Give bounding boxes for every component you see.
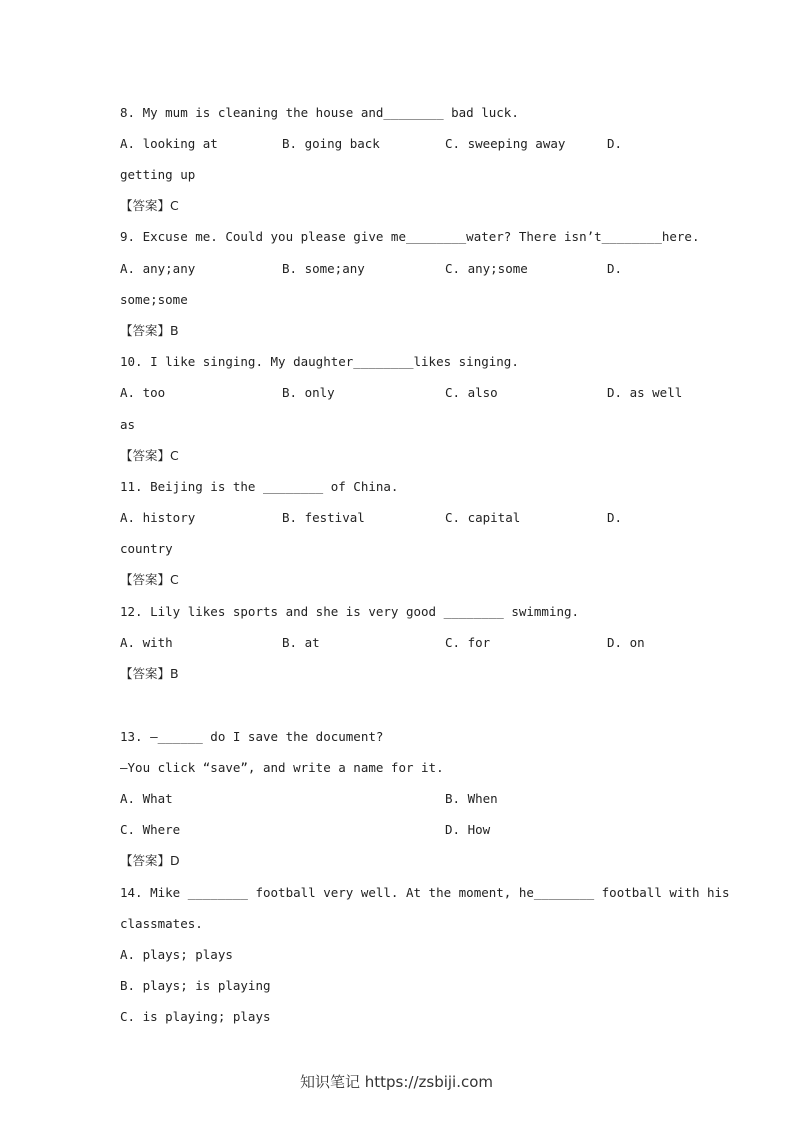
q14-stem: 14. Mike ________ football very well. At the moment, he________ football with his <box>120 885 730 900</box>
q12-option-b: B. at <box>282 635 320 650</box>
q8-option-d: D. <box>607 136 623 151</box>
q9-option-d-text: some;some <box>120 292 188 307</box>
q12-option-c: C. for <box>445 635 491 650</box>
q9-stem: 9. Excuse me. Could you please give me________water? There isn’t________here. <box>120 229 700 244</box>
q9-answer: 【答案】B <box>120 323 179 338</box>
q13-option-c: C. Where <box>120 822 181 837</box>
q11-stem: 11. Beijing is the ________ of China. <box>120 479 399 494</box>
q12-stem: 12. Lily likes sports and she is very good ________ swimming. <box>120 604 580 619</box>
q9-option-a: A. any;any <box>120 261 196 276</box>
q11-option-c: C. capital <box>445 510 521 525</box>
q10-option-d-text: as <box>120 417 136 432</box>
q10-option-b: B. only <box>282 385 335 400</box>
footer-watermark: 知识笔记 https://zsbiji.com <box>299 1073 494 1091</box>
q13-option-d: D. How <box>445 822 491 837</box>
q8-option-b: B. going back <box>282 136 380 151</box>
q8-option-d-text: getting up <box>120 167 196 182</box>
q12-answer: 【答案】B <box>120 666 179 681</box>
q11-answer: 【答案】C <box>120 572 179 587</box>
q10-answer: 【答案】C <box>120 448 179 463</box>
q12-option-a: A. with <box>120 635 173 650</box>
q14-stem-continued: classmates. <box>120 916 203 931</box>
q11-option-d-text: country <box>120 541 173 556</box>
q12-option-d: D. on <box>607 635 645 650</box>
q9-option-d: D. <box>607 261 623 276</box>
q13-reply: —You click “save”, and write a name for it. <box>120 760 444 775</box>
q13-option-a: A. What <box>120 791 173 806</box>
q11-option-d: D. <box>607 510 623 525</box>
q10-option-d: D. as well <box>607 385 683 400</box>
q14-option-c: C. is playing; plays <box>120 1009 271 1024</box>
q9-option-b: B. some;any <box>282 261 365 276</box>
q13-stem: 13. —______ do I save the document? <box>120 729 384 744</box>
q13-answer: 【答案】D <box>120 853 180 868</box>
q10-option-a: A. too <box>120 385 166 400</box>
q11-option-a: A. history <box>120 510 196 525</box>
q11-option-b: B. festival <box>282 510 365 525</box>
q8-option-c: C. sweeping away <box>445 136 566 151</box>
q14-option-b: B. plays; is playing <box>120 978 271 993</box>
q10-option-c: C. also <box>445 385 498 400</box>
q14-option-a: A. plays; plays <box>120 947 233 962</box>
q8-stem: 8. My mum is cleaning the house and________ bad luck. <box>120 105 519 120</box>
q10-stem: 10. I like singing. My daughter________likes singing. <box>120 354 519 369</box>
q9-option-c: C. any;some <box>445 261 528 276</box>
q8-option-a: A. looking at <box>120 136 218 151</box>
q13-option-b: B. When <box>445 791 498 806</box>
q8-answer: 【答案】C <box>120 198 179 213</box>
